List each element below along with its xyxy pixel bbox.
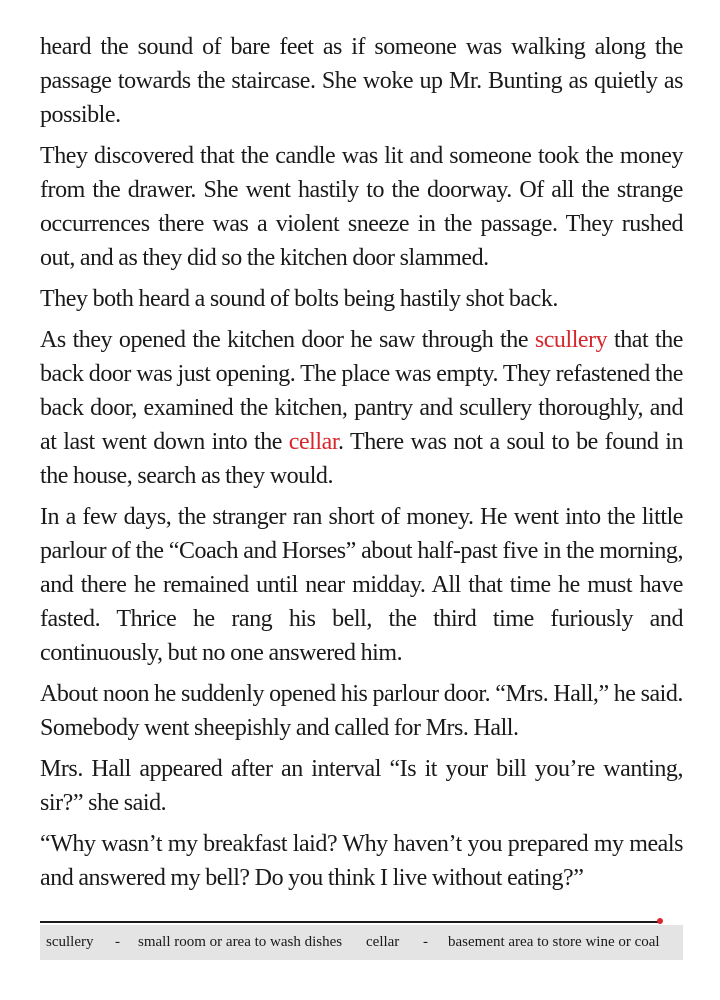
paragraph-8: “Why wasn’t my breakfast laid? Why haven’t you prepared my meals and answered my bell? Do you think I live without eating?” bbox=[40, 831, 683, 891]
highlight-word-cellar: cellar bbox=[288, 429, 339, 455]
paragraph-4-part-1: As they opened the kitchen door he saw through the bbox=[40, 327, 535, 353]
glossary-dash: - bbox=[115, 934, 120, 950]
glossary-box bbox=[40, 925, 683, 960]
glossary-definition-cellar: basement area to store wine or coal bbox=[448, 934, 660, 950]
paragraph-5: In a few days, the stranger ran short of money. He went into the little parlour of the “Coach and Horses” about half-past five in the morning, and there he remained until near midday. All that time he must have fasted. Thrice he rang his bell, the third time furiously and continuously, but no one answered him. bbox=[40, 504, 683, 666]
divider-dot-icon bbox=[657, 918, 663, 924]
glossary-definition-scullery: small room or area to wash dishes bbox=[138, 934, 343, 950]
paragraph-4-part-2: that the back door was just opening. The place was empty. They refastened the back door, examined the kitchen, pantry and scullery thoroughly, and at last went down into the bbox=[40, 327, 683, 455]
paragraph-2: They discovered that the candle was lit and someone took the money from the drawer. She went hastily to the doorway. Of all the strange occurrences there was a violent sneeze in the passage. They rushed out, and as they did so the kitchen door slammed. bbox=[40, 143, 683, 271]
footnote-divider bbox=[40, 921, 660, 923]
paragraph-3: They both heard a sound of bolts being hastily shot back. bbox=[40, 286, 558, 312]
paragraph-4 bbox=[40, 323, 683, 493]
glossary-term-cellar: cellar bbox=[366, 934, 400, 950]
paragraph-1: heard the sound of bare feet as if someone was walking along the passage towards the staircase. She woke up Mr. Bunting as quietly as possible. bbox=[40, 34, 683, 128]
paragraph-4-part-3: . There was not a soul to be found in the house, search as they would. bbox=[40, 429, 684, 489]
paragraph-6: About noon he suddenly opened his parlour door. “Mrs. Hall,” he said. Somebody went sheepishly and called for Mrs. Hall. bbox=[40, 681, 683, 741]
highlight-word-scullery: scullery bbox=[534, 327, 608, 353]
glossary-term-scullery: scullery bbox=[46, 934, 94, 950]
glossary-dash: - bbox=[423, 934, 428, 950]
paragraph-7: Mrs. Hall appeared after an interval “Is it your bill you’re wanting, sir?” she said. bbox=[40, 756, 683, 816]
story-text bbox=[40, 30, 683, 902]
